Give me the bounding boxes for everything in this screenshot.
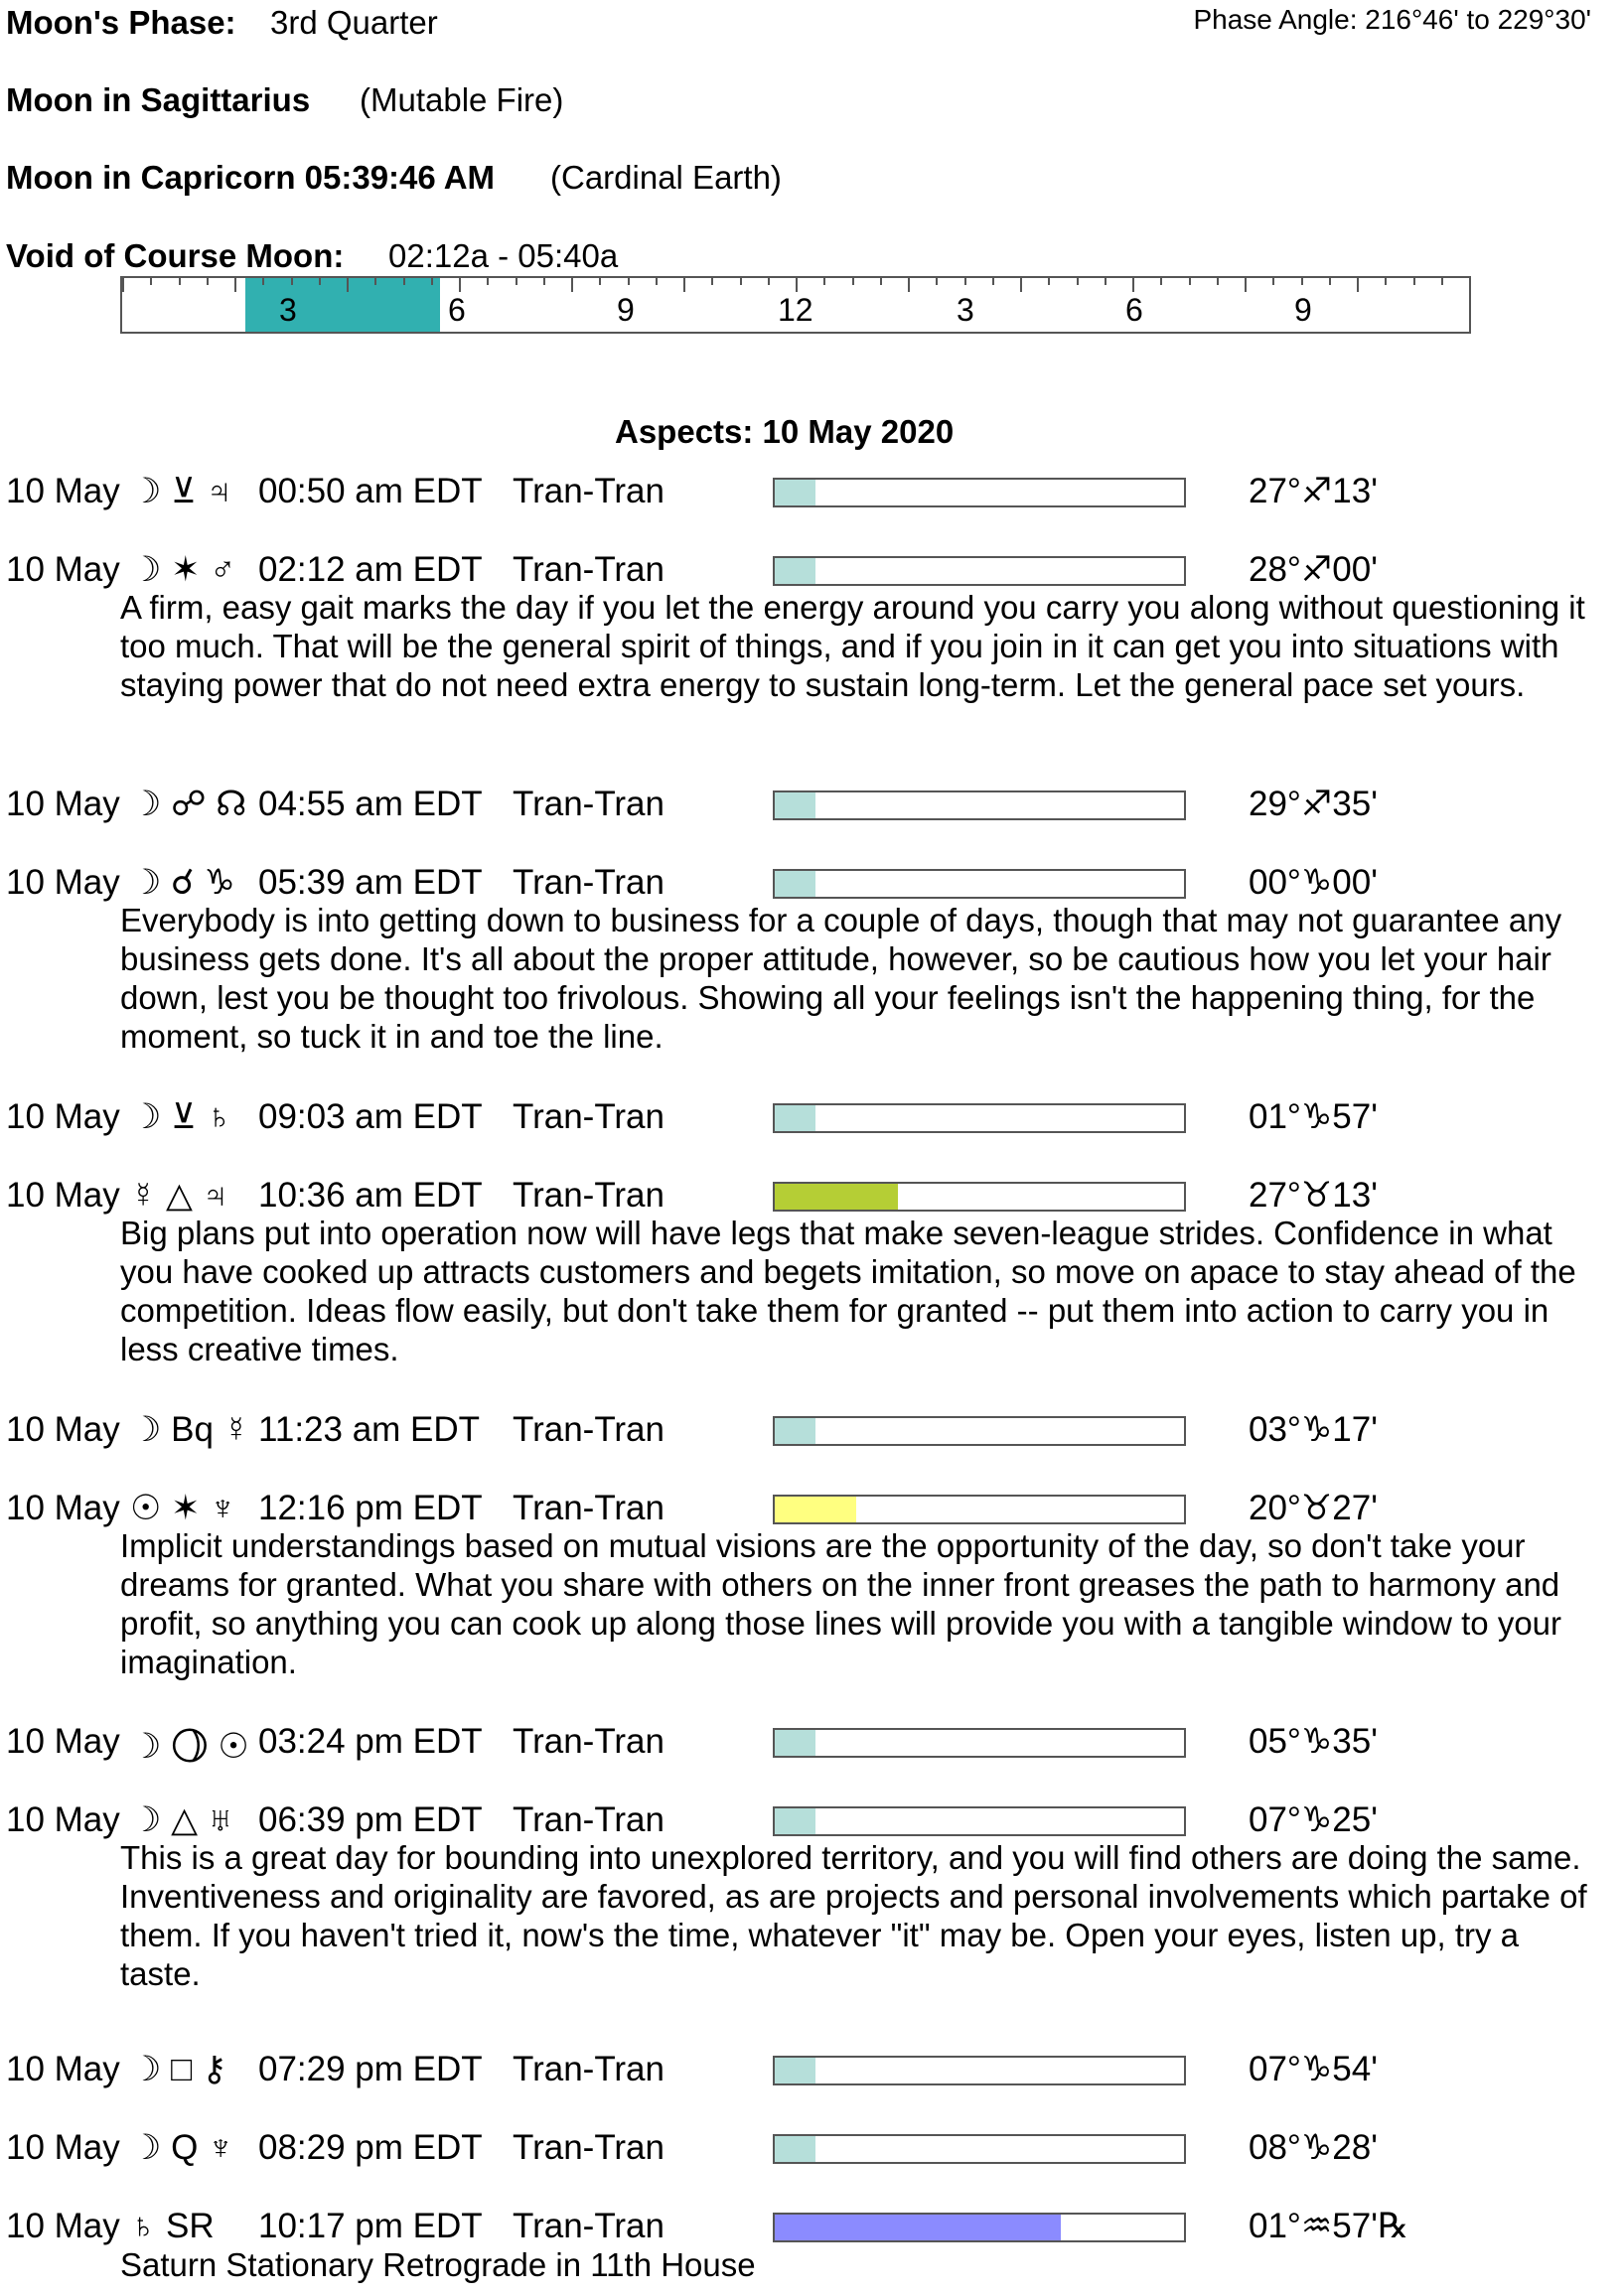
timeline-tick [683,278,685,292]
timeline-tick [908,278,910,292]
aspect-row [0,550,1623,590]
aspect-type: Tran-Tran [513,1800,664,1839]
timeline-tick [516,278,517,285]
timeline-tick [1132,278,1134,292]
aspect-glyphs: ☽ ☌ ♑ [130,863,235,902]
aspect-type: Tran-Tran [513,1097,664,1136]
aspect-row [0,863,1623,903]
aspect-position: 05°♑35' [1249,1722,1378,1761]
aspect-time: 08:29 pm EDT [258,2128,483,2167]
aspect-strength-bar [773,2134,1186,2164]
timeline-tick [1245,278,1247,292]
phase-value: 3rd Quarter [270,4,438,41]
aspect-type: Tran-Tran [513,472,664,510]
aspect-type: Tran-Tran [513,2207,664,2245]
aspect-strength-fill [775,2215,1061,2240]
moon-ingress-label: Moon in Capricorn 05:39:46 AM [6,159,496,196]
timeline-label: 12 [778,292,813,328]
aspect-type: Tran-Tran [513,1489,664,1527]
aspect-strength-fill [775,480,815,505]
timeline-tick [487,278,489,285]
aspect-description: Implicit understandings based on mutual visions are the opportunity of the day, so don't take your dreams for granted. What you share with others on the inner front greases the path to harmony and profit, so anything you can cook up along those lines will provide you with a tangible window to your imagination. [120,1527,1562,1680]
aspect-date: 10 May [6,863,120,902]
aspect-time: 07:29 pm EDT [258,2050,483,2088]
timeline-label: 9 [617,292,635,328]
aspect-glyphs: ☽ ☍ ☊ [130,785,247,823]
aspect-date: 10 May [6,785,120,823]
aspect-row [0,2207,1623,2246]
aspect-strength-fill [775,1808,815,1834]
aspect-glyphs: ☽ Bq ☿ [130,1410,249,1449]
timeline-tick [1048,278,1050,285]
moon-sign-element: (Mutable Fire) [360,81,564,118]
timeline-label: 6 [448,292,466,328]
aspect-time: 04:55 am EDT [258,785,483,823]
phase-label: Moon's Phase: [6,4,236,41]
timeline-tick [291,278,293,285]
timeline-tick [1105,278,1107,285]
aspect-strength-bar [773,2213,1186,2242]
timeline-tick [403,278,405,285]
aspect-strength-fill [775,1184,898,1210]
aspect-strength-fill [775,558,815,584]
aspect-position: 27°♐13' [1249,472,1378,510]
aspect-strength-fill [775,2136,815,2162]
aspect-position: 01°♒57'℞ [1249,2207,1409,2245]
timeline-tick [543,278,545,285]
timeline-tick [880,278,882,285]
aspect-row [0,1176,1623,1216]
timeline-tick [656,278,658,285]
timeline-tick [628,278,630,285]
timeline-tick [992,278,994,285]
timeline-tick [1385,278,1387,285]
aspect-strength-fill [775,2058,815,2083]
timeline-tick [936,278,938,285]
timeline-tick [122,278,124,292]
aspect-type: Tran-Tran [513,1722,664,1761]
aspect-type: Tran-Tran [513,550,664,589]
aspect-position: 07°♑54' [1249,2050,1378,2088]
aspect-row [0,2050,1623,2089]
aspect-glyphs: ☽ □ ⚷ [130,2050,227,2088]
aspect-time: 06:39 pm EDT [258,1800,483,1839]
timeline-tick [768,278,770,285]
timeline-tick [964,278,966,285]
timeline-tick [207,278,209,285]
void-of-course-timeline [120,276,1471,334]
aspect-position: 00°♑00' [1249,863,1378,902]
aspect-type: Tran-Tran [513,1176,664,1215]
aspect-position: 03°♑17' [1249,1410,1378,1449]
aspect-strength-bar [773,478,1186,507]
timeline-tick [1301,278,1303,285]
timeline-tick [1077,278,1079,285]
aspect-date: 10 May [6,1489,120,1527]
timeline-tick [823,278,825,285]
aspect-strength-bar [773,869,1186,899]
aspect-strength-bar [773,1728,1186,1758]
timeline-tick [1469,278,1471,292]
void-of-course-range [245,278,440,332]
aspect-type: Tran-Tran [513,785,664,823]
timeline-tick [431,278,433,285]
timeline-tick [852,278,854,285]
timeline-tick [347,278,349,292]
timeline-tick [571,278,573,292]
timeline-tick [1329,278,1331,285]
aspect-description: Saturn Stationary Retrograde in 11th House [120,2246,756,2283]
timeline-label: 6 [1125,292,1143,328]
aspect-position: 01°♑57' [1249,1097,1378,1136]
moon-ingress-element: (Cardinal Earth) [550,159,782,196]
aspect-row [0,785,1623,824]
aspect-position: 28°♐00' [1249,550,1378,589]
aspect-time: 02:12 am EDT [258,550,483,589]
aspect-strength-bar [773,1806,1186,1836]
timeline-tick [179,278,181,285]
aspect-description: A firm, easy gait marks the day if you let the energy around you carry you along without questioning it too much. That will be the general spirit of things, and if you join in it can get you into situations with staying power that do not need extra energy to sustain long-term. Let the general pace set yours. [120,589,1585,703]
timeline-tick [319,278,321,285]
aspect-glyphs: ☉ ✶ ♆ [130,1489,236,1527]
aspect-position: 20°♉27' [1249,1489,1378,1527]
timeline-tick [1413,278,1415,285]
aspect-glyphs: ☽ Q ♆ [130,2128,234,2167]
aspect-glyphs: ☽ ⊻ ♄ [130,1097,232,1136]
aspect-strength-fill [775,1730,815,1756]
aspect-description: Big plans put into operation now will have legs that make seven-league strides. Confidence in what you have cooked up attracts customers and begets imitation, so move on apace to stay ahead of the competition. Ideas flow easily, but don't take them for granted -- put them into action to carry you in less creative times. [120,1215,1576,1367]
timeline-tick [1272,278,1274,285]
timeline-tick [459,278,461,292]
aspect-strength-bar [773,790,1186,820]
aspect-strength-bar [773,1416,1186,1446]
aspect-date: 10 May [6,1722,120,1761]
timeline-tick [1217,278,1219,285]
aspect-strength-bar [773,556,1186,586]
aspect-time: 09:03 am EDT [258,1097,483,1136]
timeline-tick [262,278,264,285]
aspect-strength-bar [773,1182,1186,1212]
timeline-tick [1020,278,1022,292]
aspect-type: Tran-Tran [513,863,664,902]
moon-sign-label: Moon in Sagittarius [6,81,311,118]
aspect-type: Tran-Tran [513,2050,664,2088]
timeline-tick [796,278,798,292]
aspect-date: 10 May [6,550,120,589]
timeline-tick [234,278,236,292]
aspect-position: 29°♐35' [1249,785,1378,823]
aspect-row [0,1722,1623,1766]
aspect-time: 00:50 am EDT [258,472,483,510]
aspect-date: 10 May [6,1800,120,1839]
aspect-time: 12:16 pm EDT [258,1489,483,1527]
timeline-tick [599,278,601,285]
aspect-row [0,2128,1623,2168]
aspect-description: This is a great day for bounding into unexplored territory, and you will find others are doing the same. Inventiveness and originality are favored, as are projects and personal involvements which partake of them. If you haven't tried it, now's the time, whatever "it" may be. Open your eyes, listen up, try a taste. [120,1839,1587,1992]
timeline-label: 3 [279,292,297,328]
aspect-row [0,472,1623,511]
aspect-date: 10 May [6,1176,120,1215]
aspects-heading: Aspects: 10 May 2020 [615,413,955,450]
aspect-time: 10:36 am EDT [258,1176,483,1215]
aspect-date: 10 May [6,1410,120,1449]
aspect-row [0,1489,1623,1528]
aspect-glyphs: ☽ ⊻ ♃ [130,472,232,510]
aspect-time: 10:17 pm EDT [258,2207,483,2245]
timeline-tick [1160,278,1162,285]
aspect-date: 10 May [6,2207,120,2245]
voc-label: Void of Course Moon: [6,237,345,274]
aspect-time: 05:39 am EDT [258,863,483,902]
aspect-strength-fill [775,792,815,818]
aspect-glyphs: ☽ ⯖ ☉ [130,1727,249,1766]
aspect-row [0,1410,1623,1450]
aspect-strength-fill [775,1418,815,1444]
aspect-strength-fill [775,1105,815,1131]
aspect-strength-bar [773,1103,1186,1133]
aspect-row [0,1800,1623,1840]
aspect-type: Tran-Tran [513,2128,664,2167]
aspect-date: 10 May [6,1097,120,1136]
aspect-time: 11:23 am EDT [258,1410,481,1449]
aspect-date: 10 May [6,2128,120,2167]
aspect-glyphs: ☿ △ ♃ [130,1176,228,1215]
timeline-tick [374,278,376,285]
timeline-tick [1357,278,1359,292]
aspect-strength-bar [773,2056,1186,2085]
aspect-glyphs: ☽ △ ♅ [130,1800,233,1839]
aspect-glyphs: ☽ ✶ ♂ [130,550,236,589]
voc-value: 02:12a - 05:40a [388,237,619,274]
aspect-strength-fill [775,871,815,897]
timeline-label: 3 [957,292,974,328]
aspect-glyphs: ♄ SR [130,2207,215,2245]
aspect-position: 27°♉13' [1249,1176,1378,1215]
aspect-date: 10 May [6,2050,120,2088]
timeline-tick [1189,278,1191,285]
aspect-type: Tran-Tran [513,1410,664,1449]
aspect-description: Everybody is into getting down to business for a couple of days, though that may not guarantee any business gets done. It's all about the proper attitude, however, so be cautious how you let your hair down, lest you be thought too frivolous. Showing all your feelings isn't the happening thing, for the moment, so tuck it in and toe the line. [120,902,1562,1055]
aspect-time: 03:24 pm EDT [258,1722,483,1761]
timeline-tick [740,278,742,285]
aspect-strength-fill [775,1497,856,1522]
aspect-position: 08°♑28' [1249,2128,1378,2167]
aspect-date: 10 May [6,472,120,510]
aspect-strength-bar [773,1495,1186,1524]
timeline-tick [711,278,713,285]
aspect-row [0,1097,1623,1137]
aspect-position: 07°♑25' [1249,1800,1378,1839]
timeline-tick [1441,278,1443,285]
phase-angle: Phase Angle: 216°46' to 229°30' [1193,4,1591,35]
timeline-tick [150,278,152,285]
timeline-label: 9 [1294,292,1312,328]
